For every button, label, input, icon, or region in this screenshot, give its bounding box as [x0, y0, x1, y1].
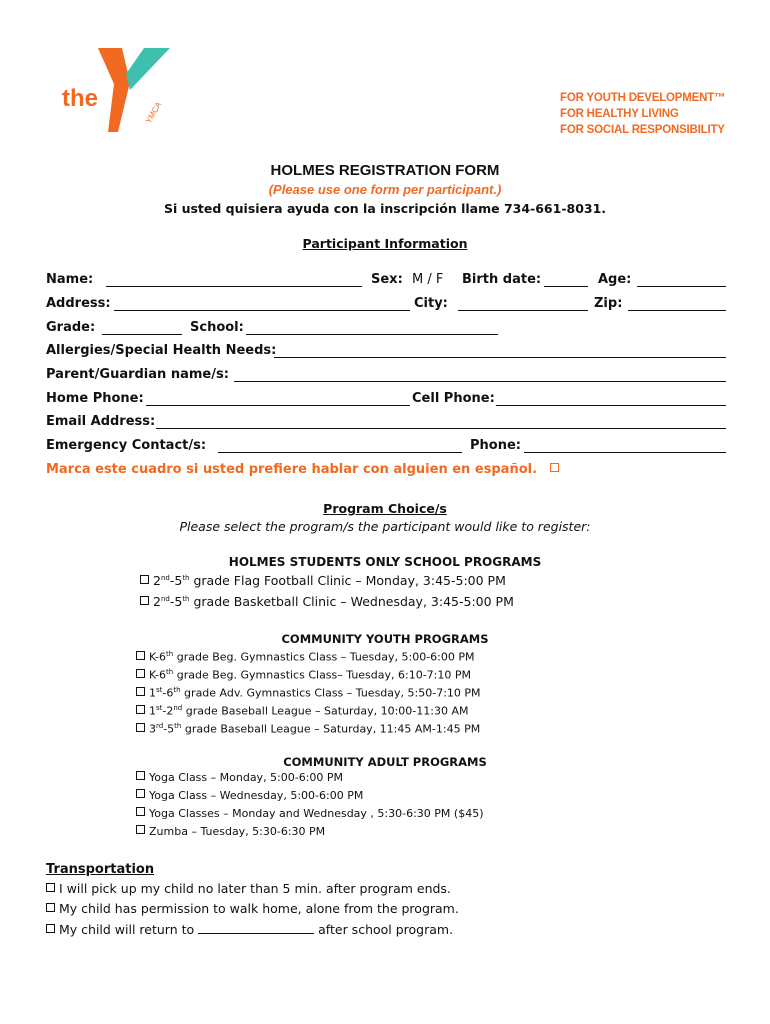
program-text-pre: 2 [153, 573, 161, 588]
age-field[interactable] [637, 272, 726, 287]
row-email [46, 414, 726, 432]
checkbox[interactable] [46, 924, 55, 933]
program-option[interactable] [136, 722, 480, 736]
checkbox[interactable] [136, 771, 145, 780]
program-text-pre: 2 [153, 594, 161, 609]
city-field[interactable] [458, 296, 588, 311]
program-text-sup2: th [174, 722, 182, 730]
program-text-mid: -2 [162, 704, 174, 718]
emergency-label: Emergency Contact/s: [46, 438, 207, 453]
school-field[interactable] [246, 320, 498, 335]
youth-programs-title: COMMUNITY YOUTH PROGRAMS [281, 632, 489, 646]
program-label: Zumba – Tuesday, 5:30-6:30 PM [149, 825, 326, 838]
program-text-sup2: th [182, 594, 190, 603]
program-text-sup1: st [156, 686, 163, 694]
checkbox[interactable] [136, 807, 145, 816]
program-option[interactable] [136, 807, 484, 820]
holmes-programs-title: HOLMES STUDENTS ONLY SCHOOL PROGRAMS [228, 555, 542, 569]
cell-phone-label: Cell Phone: [412, 391, 495, 406]
grade-field[interactable] [102, 320, 182, 335]
home-phone-field[interactable] [146, 391, 410, 406]
transport-label: My child has permission to walk home, alone from the program. [59, 901, 459, 916]
help-line: Si usted quisiera ayuda con la inscripción llame 734-661-8031. [163, 201, 607, 216]
program-option[interactable] [136, 650, 475, 664]
city-label: City: [414, 296, 448, 311]
svg-text:YMCA: YMCA [143, 100, 164, 125]
phone-label: Phone: [470, 438, 521, 453]
program-text-post: grade Flag Football Clinic – Monday, 3:45-5:00 PM [189, 573, 506, 588]
row-emergency [46, 438, 726, 456]
program-text-post: grade Baseball League – Saturday, 10:00-11:30 AM [182, 704, 469, 718]
emergency-field[interactable] [218, 438, 462, 453]
checkbox[interactable] [136, 651, 145, 660]
home-phone-label: Home Phone: [46, 391, 144, 406]
program-text-sup1: nd [160, 594, 170, 603]
checkbox[interactable] [46, 883, 55, 892]
program-text-sup1: nd [160, 573, 170, 582]
transport-label: I will pick up my child no later than 5 min. after program ends. [59, 881, 451, 896]
sex-options[interactable]: M / F [412, 272, 444, 287]
spanish-preference[interactable] [46, 462, 563, 480]
program-text-mid: -5 [163, 722, 175, 736]
return-program-field[interactable] [198, 921, 314, 934]
program-text-pre: 1 [149, 704, 156, 718]
program-option[interactable] [136, 668, 471, 682]
participant-section-title: Participant Information [302, 236, 468, 251]
cell-phone-field[interactable] [496, 391, 726, 406]
program-text-post: grade Baseball League – Saturday, 11:45 AM-1:45 PM [181, 722, 481, 736]
program-label: Yoga Classes – Monday and Wednesday , 5:30-6:30 PM ($45) [149, 807, 484, 820]
tagline [560, 90, 725, 138]
program-text-pre: 1 [149, 686, 156, 700]
address-field[interactable] [114, 296, 410, 311]
return-pre: My child will return to [59, 922, 195, 937]
svg-text:the: the [62, 85, 98, 112]
emergency-phone-field[interactable] [524, 438, 726, 453]
adult-programs-title: COMMUNITY ADULT PROGRAMS [283, 755, 487, 769]
program-text-mid: -6 [162, 686, 174, 700]
tagline-line-3: FOR SOCIAL RESPONSIBILITY [560, 124, 725, 136]
row-phones [46, 391, 726, 409]
ymca-logo [58, 44, 178, 136]
zip-field[interactable] [628, 296, 726, 311]
program-text-pre: K-6 [149, 650, 167, 664]
age-label: Age: [598, 272, 632, 287]
program-text-sup1: th [166, 668, 174, 676]
program-option[interactable] [136, 704, 468, 718]
checkbox[interactable] [136, 669, 145, 678]
program-text-sup2: th [173, 686, 181, 694]
checkbox[interactable] [46, 903, 55, 912]
tagline-line-2: FOR HEALTHY LIVING [560, 108, 679, 120]
program-option[interactable] [136, 686, 481, 700]
program-text-sup2: th [182, 573, 190, 582]
name-field[interactable] [106, 272, 362, 287]
program-option[interactable] [140, 594, 514, 609]
sex-label: Sex: [371, 272, 403, 287]
parent-field[interactable] [234, 367, 726, 382]
address-label: Address: [46, 296, 111, 311]
program-text-pre: K-6 [149, 668, 167, 682]
program-text-sup1: th [166, 650, 174, 658]
checkbox[interactable] [136, 825, 145, 834]
transport-option-return[interactable] [46, 921, 453, 937]
program-text-post: grade Beg. Gymnastics Class – Tuesday, 5:00-6:00 PM [173, 650, 475, 664]
program-section-title: Program Choice/s [323, 501, 447, 516]
birth-date-field[interactable] [544, 272, 588, 287]
parent-label: Parent/Guardian name/s: [46, 367, 229, 382]
name-label: Name: [46, 272, 94, 287]
program-text-post: grade Basketball Clinic – Wednesday, 3:45-5:00 PM [189, 594, 514, 609]
program-text-sup1: rd [156, 722, 164, 730]
form-title: HOLMES REGISTRATION FORM [270, 162, 500, 179]
checkbox[interactable] [136, 789, 145, 798]
zip-label: Zip: [594, 296, 623, 311]
transportation-title: Transportation [46, 862, 155, 877]
program-option[interactable] [140, 573, 506, 588]
allergies-label: Allergies/Special Health Needs: [46, 343, 277, 358]
checkbox[interactable] [136, 687, 145, 696]
transport-option[interactable] [46, 901, 459, 916]
program-instruction: Please select the program/s the participant would like to register: [179, 519, 591, 534]
checkbox[interactable] [136, 723, 145, 732]
row-address [46, 296, 726, 314]
row-parent [46, 367, 726, 385]
checkbox[interactable] [140, 575, 149, 584]
form-note: (Please use one form per participant.) [268, 182, 502, 197]
row-allergies [46, 343, 726, 361]
program-text-post: grade Adv. Gymnastics Class – Tuesday, 5:50-7:10 PM [180, 686, 481, 700]
program-option[interactable] [136, 771, 343, 784]
program-label: Yoga Class – Wednesday, 5:00-6:00 PM [149, 789, 364, 802]
program-option[interactable] [136, 789, 363, 802]
program-text-mid: -5 [169, 594, 183, 609]
return-post: after school program. [318, 922, 454, 937]
checkbox[interactable] [140, 596, 149, 605]
spanish-preference-label: Marca este cuadro si usted prefiere hablar con alguien en español. [46, 462, 538, 477]
email-label: Email Address: [46, 414, 156, 429]
transport-option[interactable] [46, 881, 451, 896]
email-field[interactable] [156, 414, 726, 429]
program-text-pre: 3 [149, 722, 156, 736]
program-text-mid: -5 [169, 573, 183, 588]
school-label: School: [190, 320, 244, 335]
program-option[interactable] [136, 825, 325, 838]
program-text-sup2: nd [173, 704, 183, 712]
program-text-post: grade Beg. Gymnastics Class– Tuesday, 6:10-7:10 PM [173, 668, 472, 682]
row-name [46, 272, 726, 290]
checkbox[interactable] [136, 705, 145, 714]
grade-label: Grade: [46, 320, 96, 335]
program-label: Yoga Class – Monday, 5:00-6:00 PM [149, 771, 344, 784]
allergies-field[interactable] [274, 343, 726, 358]
birth-date-label: Birth date: [462, 272, 542, 287]
spanish-checkbox[interactable] [550, 463, 559, 472]
row-grade [46, 320, 726, 338]
tagline-line-1: FOR YOUTH DEVELOPMENT™ [560, 92, 726, 104]
program-text-sup1: st [156, 704, 163, 712]
